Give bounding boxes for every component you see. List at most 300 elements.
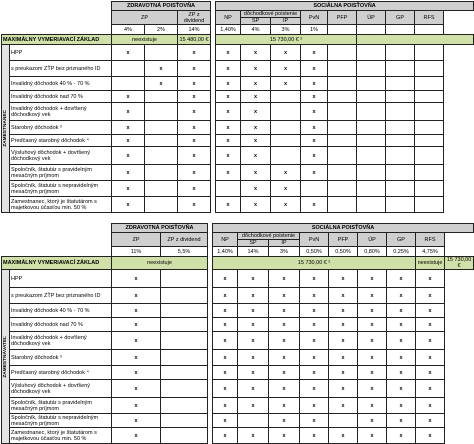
t2-rate: 0,50% [300,247,329,257]
t1-col-np: NP [216,11,241,25]
mark-cell: x [329,398,358,414]
row-label: Spoločník, štatutár s nepravidelným mesačným príjmom [10,181,112,197]
table-row [2,45,474,61]
row-label: Spoločník, štatutár s pravidelným mesačným príjmom [10,398,112,414]
mark-cell: x [301,135,328,147]
mark-cell: x [216,147,241,165]
mark-cell [145,135,178,147]
mark-cell [145,147,178,165]
t2-col-zp-div: ZP z dividend [161,233,208,247]
t2-col-sp: SP [238,240,269,247]
mark-cell [112,77,145,91]
row-label: HPP [10,45,112,61]
t1-rate: 1% [301,25,328,35]
mark-cell [357,61,386,77]
mark-cell: x [112,288,161,304]
t1-col-zp: ZP [112,11,178,25]
mark-cell: x [178,165,211,181]
mark-cell: x [241,147,271,165]
mark-cell: x [112,318,161,332]
row-label: HPP [10,270,112,288]
mark-cell: x [241,91,271,103]
t1-col-ip: IP [271,18,301,25]
mark-cell: x [269,318,300,332]
table-row [2,318,474,332]
mark-cell: x [358,428,387,444]
t2-rate: 3% [269,247,300,257]
mark-cell [329,414,358,428]
mark-cell [415,165,444,181]
t1-col-zp-div: ZP z dividend [178,11,211,25]
row-label: Invalidný dôchodok + dovŕšený dôchodkový vek [10,103,112,121]
mark-cell [271,121,301,135]
mark-cell: x [329,366,358,380]
mark-cell [271,91,301,103]
mark-cell [161,270,208,288]
mark-cell [357,165,386,181]
t1-vz-zp-div: 15 480,00 € [179,36,209,43]
mark-cell: x [301,45,328,61]
mark-cell [386,121,415,135]
t2-side-text: ZAMESTNÁVATEĽ [2,335,8,378]
mark-cell [415,121,444,135]
mark-cell: x [216,103,241,121]
mark-cell: x [216,135,241,147]
row-label: Invalidný dôchodok 40 % - 70 % [10,77,112,91]
mark-cell: x [416,380,445,398]
mark-cell: x [301,165,328,181]
mark-cell [216,181,241,197]
t2-col-np: NP [213,233,238,247]
table-row [2,270,474,288]
mark-cell: x [112,428,161,444]
table-row [2,61,474,77]
mark-cell: x [329,318,358,332]
mark-cell: x [329,304,358,318]
mark-cell: x [358,366,387,380]
t1-col-sp: SP [241,18,271,25]
t2-vz-label: MAXIMÁLNY VYMERIAVACÍ ZÁKLAD [2,257,112,270]
mark-cell [161,366,208,380]
mark-cell: x [269,380,300,398]
t1-vz-zp: neexistuje [112,35,178,45]
mark-cell: x [387,332,416,350]
t1-col-pfp: PFP [328,11,357,25]
row-label: Výsluhový dôchodok + dovŕšený dôchodkový vek [10,147,112,165]
mark-cell: x [358,270,387,288]
mark-cell [357,181,386,197]
mark-cell: x [301,121,328,135]
mark-cell: x [269,414,300,428]
mark-cell: x [238,366,269,380]
mark-cell [238,414,269,428]
row-label: Spoločník, štatutár s nepravidelným mesačným príjmom [10,414,112,428]
employer-table [1,223,474,444]
mark-cell: x [112,366,161,380]
mark-cell: x [300,332,329,350]
t2-vz-zp: neexistuje [112,257,208,270]
mark-cell: x [416,366,445,380]
mark-cell: x [213,288,238,304]
t1-side-label [2,45,10,213]
mark-cell: x [387,380,416,398]
table-row [2,366,474,380]
mark-cell [145,181,178,197]
row-label: Invalidný dôchodok 40 % - 70 % [10,304,112,318]
mark-cell [161,332,208,350]
mark-cell: x [112,270,161,288]
mark-cell: x [178,91,211,103]
mark-cell: x [238,428,269,444]
mark-cell: x [213,270,238,288]
mark-cell: x [271,45,301,61]
mark-cell: x [178,45,211,61]
t2-col-zp: ZP [112,233,161,247]
mark-cell [386,135,415,147]
mark-cell: x [387,398,416,414]
mark-cell: x [416,398,445,414]
mark-cell: x [241,77,271,91]
mark-cell: x [213,398,238,414]
mark-cell: x [416,304,445,318]
mark-cell: x [112,165,145,181]
t2-rate: 11% [112,247,161,257]
t2-rate: 14% [238,247,269,257]
table-row [2,288,474,304]
t2-col-pfp: PFP [329,233,358,247]
mark-cell [415,61,444,77]
t1-col-pvn: PvN [301,11,328,25]
mark-cell: x [112,380,161,398]
mark-cell: x [216,77,241,91]
mark-cell [328,147,357,165]
mark-cell: x [178,147,211,165]
mark-cell: x [300,398,329,414]
t1-sp-title: SOCIÁLNA POISŤOVŇA [216,2,474,11]
mark-cell: x [112,121,145,135]
mark-cell: x [329,270,358,288]
mark-cell: x [329,332,358,350]
mark-cell: x [178,121,211,135]
mark-cell [415,147,444,165]
mark-cell [415,91,444,103]
mark-cell: x [178,103,211,121]
mark-cell: x [301,91,328,103]
mark-cell: x [216,197,241,213]
mark-cell: x [238,288,269,304]
table-row [2,428,474,444]
mark-cell: x [178,197,211,213]
mark-cell: x [358,288,387,304]
mark-cell [357,45,386,61]
t2-rate: 0,25% [387,247,416,257]
mark-cell [112,61,145,77]
mark-cell: x [178,61,211,77]
t1-rate: 4% [112,25,145,35]
mark-cell [386,147,415,165]
mark-cell: x [416,332,445,350]
mark-cell: x [238,380,269,398]
mark-cell: x [145,77,178,91]
mark-cell [161,414,208,428]
mark-cell [386,197,415,213]
mark-cell: x [301,103,328,121]
t2-col-up: ÚP [358,233,387,247]
t2-rate: 4,75% [416,247,445,257]
mark-cell [415,103,444,121]
mark-cell: x [416,270,445,288]
t1-rate: 14% [178,25,211,35]
mark-cell: x [238,398,269,414]
mark-cell: x [269,398,300,414]
mark-cell: x [271,197,301,213]
t1-rate: 2% [145,25,178,35]
t2-col-gp: GP [387,233,416,247]
mark-cell: x [269,332,300,350]
t1-vz-label: MAXIMÁLNY VYMERIAVACÍ ZÁKLAD [2,35,112,45]
mark-cell [161,288,208,304]
row-label: s preukazom ZŤP bez priznaného ID [10,61,112,77]
mark-cell [328,61,357,77]
mark-cell: x [241,103,271,121]
mark-cell: x [271,77,301,91]
mark-cell: x [358,350,387,366]
t1-col-gp: GP [386,11,415,25]
mark-cell [328,103,357,121]
mark-cell: x [301,77,328,91]
table-row [2,121,474,135]
t1-col-up: ÚP [357,11,386,25]
mark-cell: x [112,181,145,197]
mark-cell: x [301,147,328,165]
mark-cell: x [358,332,387,350]
mark-cell: x [213,332,238,350]
mark-cell: x [112,103,145,121]
mark-cell [386,181,415,197]
mark-cell [161,318,208,332]
table-row [2,91,474,103]
mark-cell: x [112,197,145,213]
table-row [2,147,474,165]
mark-cell: x [269,350,300,366]
mark-cell [357,197,386,213]
t2-col-ip: IP [269,240,300,247]
mark-cell: x [300,350,329,366]
mark-cell: x [213,304,238,318]
mark-cell: x [329,428,358,444]
t1-zp-title: ZDRAVOTNÁ POISŤOVŇA [112,2,211,11]
mark-cell: x [300,366,329,380]
mark-cell: x [213,318,238,332]
mark-cell [271,103,301,121]
mark-cell [386,61,415,77]
t1-col-dp: dôchodkové poistenie [241,11,301,18]
mark-cell [357,77,386,91]
mark-cell: x [216,121,241,135]
mark-cell [386,77,415,91]
t2-rate: 1,40% [213,247,238,257]
mark-cell [357,91,386,103]
row-label: Starobný dôchodok ³ [10,350,112,366]
mark-cell: x [387,414,416,428]
mark-cell: x [329,380,358,398]
mark-cell: x [416,350,445,366]
mark-cell: x [300,304,329,318]
row-label: Invalidný dôchodok + dovŕšený dôchodkový vek [10,332,112,350]
mark-cell [328,91,357,103]
mark-cell: x [416,428,445,444]
t1-rate: 4% [241,25,271,35]
employee-table [1,1,474,213]
mark-cell: x [269,366,300,380]
mark-cell: x [241,197,271,213]
mark-cell: x [178,135,211,147]
mark-cell: x [238,350,269,366]
row-label: Invalidný dôchodok nad 70 % [10,318,112,332]
mark-cell: x [213,350,238,366]
t1-side-text: ZAMESTNANEC [2,110,8,147]
mark-cell: x [300,380,329,398]
row-label: s preukazom ZŤP bez priznaného ID [10,288,112,304]
mark-cell: x [241,181,271,197]
table-row [2,103,474,121]
mark-cell [415,181,444,197]
table-row [2,135,474,147]
t1-rate: 1,40% [216,25,241,35]
mark-cell: x [358,318,387,332]
mark-cell: x [269,304,300,318]
mark-cell: x [301,61,328,77]
mark-cell: x [213,366,238,380]
mark-cell: x [329,288,358,304]
mark-cell: x [300,318,329,332]
mark-cell: x [358,414,387,428]
mark-cell [145,103,178,121]
mark-cell [145,91,178,103]
mark-cell: x [112,45,145,61]
t2-col-dp: dôchodkové poistenie [238,233,300,240]
mark-cell [386,91,415,103]
mark-cell: x [387,270,416,288]
mark-cell: x [216,165,241,181]
mark-cell: x [387,304,416,318]
mark-cell: x [238,304,269,318]
mark-cell: x [416,288,445,304]
mark-cell [386,165,415,181]
mark-cell: x [301,197,328,213]
mark-cell [161,350,208,366]
mark-cell: x [269,270,300,288]
table-row [2,380,474,398]
mark-cell: x [387,428,416,444]
mark-cell: x [241,61,271,77]
mark-cell: x [238,318,269,332]
mark-cell [161,398,208,414]
t2-vz-rfs: 15 730,00 € [445,257,474,270]
mark-cell: x [241,135,271,147]
mark-cell: x [238,270,269,288]
mark-cell: x [216,61,241,77]
mark-cell: x [112,332,161,350]
mark-cell [328,45,357,61]
mark-cell: x [112,414,161,428]
row-label: Výsluhový dôchodok + dovŕšený dôchodkový vek [10,380,112,398]
t2-rate: 0,80% [358,247,387,257]
mark-cell: x [241,165,271,181]
mark-cell: x [300,428,329,444]
mark-cell [271,135,301,147]
mark-cell: x [387,318,416,332]
t1-col-rfs: RFS [415,11,444,25]
t2-rate: 5,5% [161,247,208,257]
mark-cell [161,380,208,398]
t2-vz-sp: 15 730,00 € ² [213,257,416,270]
mark-cell: x [112,304,161,318]
mark-cell [415,197,444,213]
mark-cell: x [112,398,161,414]
t2-side-label [2,270,10,444]
mark-cell [271,147,301,165]
mark-cell: x [300,270,329,288]
mark-cell: x [358,398,387,414]
row-label: Predčasný starobný dôchodok ⁴ [10,135,112,147]
mark-cell: x [145,61,178,77]
table-row [2,181,474,197]
mark-cell [328,165,357,181]
mark-cell: x [387,366,416,380]
mark-cell: x [213,414,238,428]
mark-cell: x [112,350,161,366]
table-row [2,350,474,366]
row-label: Zamestnanec, ktorý je štatutárom s majetkovou účasťou min. 50 % [10,428,112,444]
mark-cell: x [216,91,241,103]
mark-cell: x [241,45,271,61]
table-row [2,165,474,181]
mark-cell: x [300,288,329,304]
row-label: Spoločník, štatutár s pravidelným mesačným príjmom [10,165,112,181]
mark-cell [415,135,444,147]
table-row [2,398,474,414]
t2-vz-gp: neexistuje [416,257,445,270]
mark-cell [328,135,357,147]
mark-cell: x [238,332,269,350]
table-row [2,332,474,350]
mark-cell: x [112,147,145,165]
mark-cell [357,103,386,121]
mark-cell [161,428,208,444]
mark-cell: x [216,45,241,61]
table-row [2,304,474,318]
mark-cell: x [329,350,358,366]
mark-cell [357,147,386,165]
mark-cell: x [358,380,387,398]
mark-cell: x [300,414,329,428]
t1-rate: 3% [271,25,301,35]
mark-cell: x [241,121,271,135]
t2-col-rfs: RFS [416,233,445,247]
mark-cell: x [416,318,445,332]
mark-cell [328,197,357,213]
mark-cell [301,181,328,197]
mark-cell: x [112,135,145,147]
mark-cell: x [387,350,416,366]
mark-cell: x [269,428,300,444]
mark-cell [161,304,208,318]
mark-cell [357,121,386,135]
mark-cell: x [269,288,300,304]
mark-cell [328,121,357,135]
mark-cell [145,45,178,61]
